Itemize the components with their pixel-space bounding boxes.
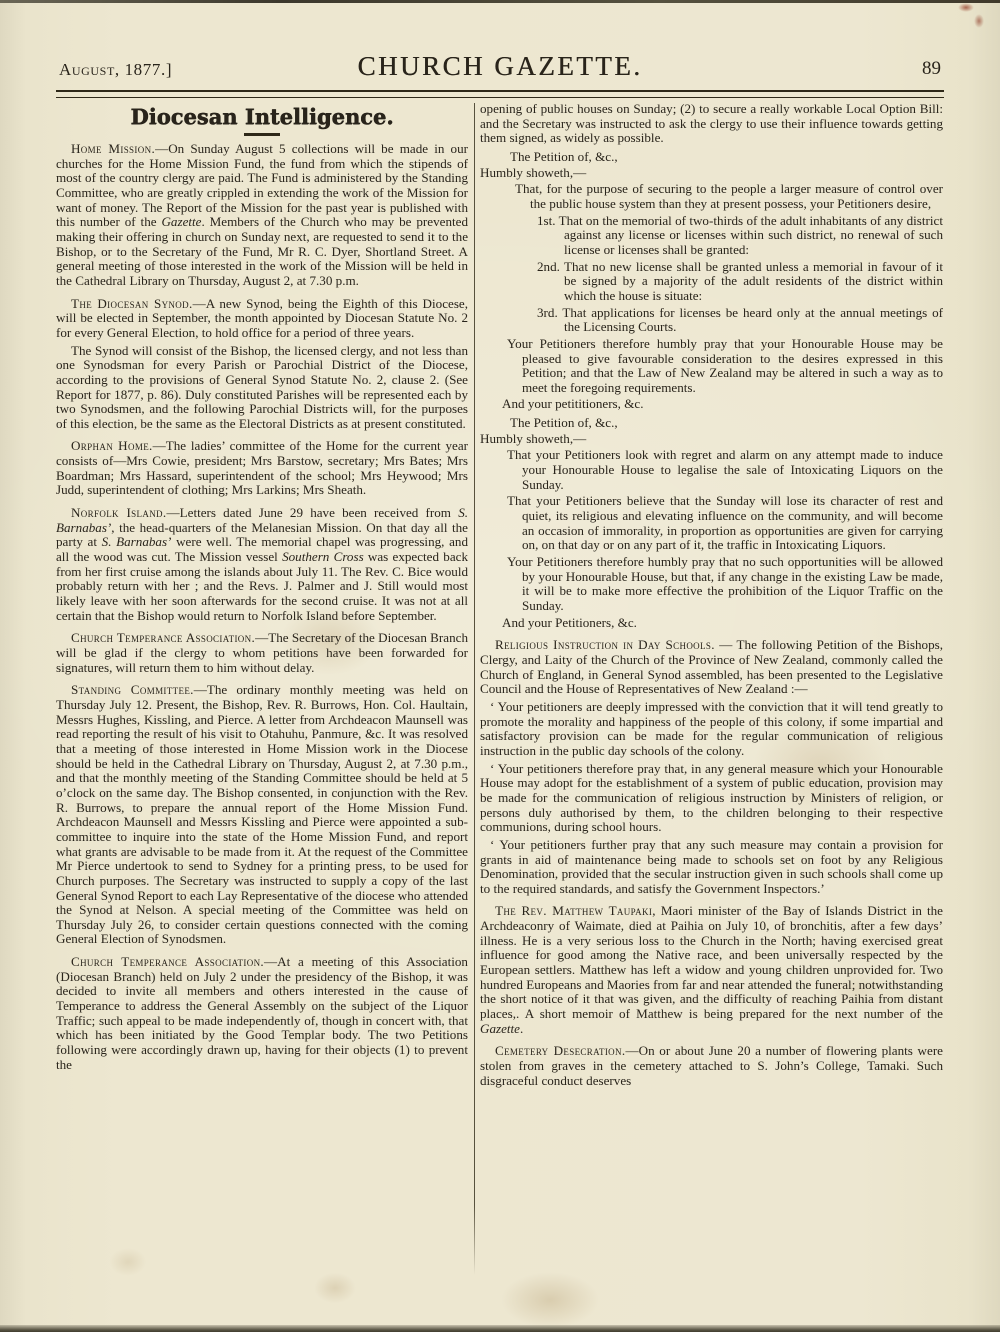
petition2-closing: And your Petitioners, &c. [502, 614, 637, 630]
left-column [56, 101, 468, 1072]
article-cemetery-desecration [480, 1044, 943, 1088]
page-body [56, 101, 944, 1275]
article-home-mission [56, 142, 468, 289]
page-number: 89 [922, 58, 941, 79]
quote-paragraph-2: ‘ Your petitioners therefore pray that, in any general measure which your Honourable House may adopt for the establishment of a system of public education, provision may be made for the communication of religious instruction by Ministers of religion, or persons duly authorised by them, to the children belonging to their respective communions, during school hours. [480, 760, 943, 835]
petition1-prayer: Your Petitioners therefore humbly pray that your Honourable House may be pleased to give favourable consideration to the desires expressed in this Petition; and that the Law of New Zealand may be altered in such a way as to meet the foregoing requirements. [507, 335, 943, 395]
section-head: Standing Committee. [71, 682, 194, 698]
diocesan-intelligence-title: Diocesan Intelligence. [130, 104, 394, 129]
continuation-paragraph: opening of public houses on Sunday; (2) to secure a really workable Local Option Bill: and the Secretary was instructed to ask the clergy to use their influence towards getting them signed, as widely as possible. [480, 101, 943, 146]
section-body: —At a meeting of this Association (Diocesan Branch) held on July 2 under the presidency of the Bishop, it was decided to invite all members and others interested in the cause of Temperance to address the General Assembly on the subject of the Liquor Traffic; such appeal to be made independently of, though in concert with, that which has been initiated by the Good Templar body. The two Petitions following were accordingly drawn up, having for their objects (1) to prevent the [56, 954, 468, 1072]
page-top-edge [0, 0, 1000, 3]
section-body: — The following Petition of the Bishops, Clergy, and Laity of the Church of the Province of New Zealand, commonly called the Church of England, in General Synod assembled, has been presented to the Legislative Council and the House of Representatives of New Zealand :— [480, 637, 943, 697]
ink-stain [974, 14, 984, 28]
section-body: —A new Synod, being the Eighth of this Diocese, will be elected in September, the month appointed by Diocesan Statute No. 2 for every General Election, to hold office for a period of three years. [56, 295, 468, 340]
quote-paragraph-3: ‘ Your petitioners further pray that any such measure may contain a provision for grants in aid of maintenance being made to schools set on foot by any Religious Denomination, provided that the secular instruction given in such schools shall come up to the required standards, and satisfy the Government Inspectors.’ [480, 836, 943, 896]
article-church-temperance-2 [56, 955, 468, 1072]
petition1-preamble: That, for the purpose of securing to the people a larger measure of control over the public house system than they at present possess, your Petitioners desire, [515, 181, 943, 211]
section-head: The Rev. Matthew Taupaki, [495, 903, 656, 919]
section-body: —The ladies’ committee of the Home for the current year consists of—Mrs Cowie, president; Mrs Barstow, secretary; Mrs Bates; Mrs Boardman; Mrs Hassard, superintendent of the school; Mrs Heywood; Mrs Judd, superintendent of clothing; Mrs Larkins; Mrs Sheath. [56, 438, 468, 498]
article-taupaki-obituary [480, 904, 943, 1036]
section-head: Church Temperance Association. [71, 954, 265, 970]
section-body: The Synod will consist of the Bishop, the licensed clergy, and not less than one Synodsman for every Parish or Parochial District of the Diocese, according to the provisions of General Synod Statute No. 2, clause 2. (See Report for 1877, p. 86). Duly constituted Parishes will be represented each by two Synodsmen, and the following Parochial Districts will, for the purposes of this election, be the same as the Electoral Districts as at present constituted. [56, 342, 468, 431]
gazette-title: CHURCH GAZETTE. [357, 51, 643, 81]
article-orphan-home [56, 439, 468, 498]
section-head: Cemetery Desecration. [495, 1043, 626, 1059]
title-rule [244, 133, 280, 136]
section-head: Religious Instruction in Day Schools. [495, 637, 715, 653]
section-head: Church Temperance Association. [71, 630, 256, 646]
petition1-item-3: 3rd. That applications for licenses be heard only at the annual meetings of the Licensing Courts. [537, 304, 943, 335]
section-body: Maori minister of the Bay of Islands District in the Archdeaconry of Waimate, died at Paihia on July 10, of bronchitis, after a few days’ illness. He is a very serious loss to the Church in the North; having exercised great influence for good among the Native race, and been universally respected by the European settlers. Matthew has left a widow and young children unprovided for. Two hundred Europeans and Maories from far and near attended the funeral; notwithstanding the short notice of it that was given, and the difficulty of reaching Paihia from distant places,. A short memoir of Matthew is being prepared for the next number of the Gazette. [480, 903, 943, 1036]
ink-stain [958, 3, 974, 12]
article-diocesan-synod-2 [56, 344, 468, 432]
section-head: Orphan Home. [71, 438, 153, 454]
page-bottom-edge [0, 1325, 1000, 1332]
column-divider [474, 103, 475, 1275]
header-rule [56, 90, 944, 98]
masthead [57, 50, 943, 82]
section-body: —On Sunday August 5 collections will be made in our churches for the Home Mission Fund, the fund from which the stipends of most of the country clergy are paid. The Fund is administered by the Standing Committee, who are greatly crippled in extending the work of the Mission for want of money. The Report of the Mission for the past year is published with this number of the Gazette. Members of the Church who may be prevented making their offering in church on Sunday next, are requested to send it to the Bishop, or to the Secretary of the Fund, Mr R. C. Dyer, Shortland Street. A general meeting of those interested in the work of the Mission will be held in the Cathedral Library on Thursday, August 2, at 7.30 p.m. [56, 141, 469, 288]
petition2-title: The Petition of, &c., [510, 415, 618, 431]
right-column [480, 101, 943, 1088]
petition1-closing: And your petititioners, &c. [502, 396, 644, 412]
section-head: The Diocesan Synod. [71, 295, 193, 311]
article-religious-instruction [480, 638, 943, 697]
section-head: Norfolk Island. [71, 505, 167, 521]
petition1-item-1: 1st. That on the memorial of two-thirds of the adult inhabitants of any district against any license or licenses within such district, no renewal of such license or licenses shall be granted: [537, 212, 943, 257]
petition2-clause-1: That your Petitioners look with regret and alarm on any attempt made to induce your Honourable House to legalise the sale of Intoxicating Liquors on the Sunday. [507, 447, 943, 492]
petition2-prayer: Your Petitioners therefore humbly pray that no such opportunities will be allowed by your Honourable House, but that, if any change in the existing Law be made, it will be to make more effective the prohibition of the Liquor Traffic on the Sunday. [507, 554, 943, 613]
article-standing-committee [56, 683, 468, 947]
article-norfolk-island [56, 506, 468, 623]
issue-date: August, 1877.] [59, 60, 173, 79]
article-church-temperance-1 [56, 631, 468, 675]
petition2-showeth: Humbly showeth,— [480, 430, 587, 446]
petition1-title: The Petition of, &c., [510, 148, 618, 164]
quote-paragraph-1: ‘ Your petitioners are deeply impressed with the conviction that it will tend greatly to promote the morality and happiness of the people of this colony, if some impartial and satisfactory provision can be made for the regular communication of religious instruction in the public day schools of the colony. [480, 698, 943, 758]
section-body: —The Secretary of the Diocesan Branch will be glad if the clergy to whom petitions have been forwarded for signatures, will return them to him without delay. [56, 630, 468, 675]
section-body: —Letters dated June 29 have been received from S. Barnabas’, the head-quarters of the Melanesian Mission. On that day all the party at S. Barnabas’ were well. The memorial chapel was progressing, and all the wood was cut. The Mission vessel Southern Cross was expected back from her first cruise among the islands about July 11. The Rev. C. Bice would probably return with her ; and the Revs. J. Palmer and J. Still would most likely leave with her soon afterwards for the second cruise. It was not at all certain that the Bishop would return to Norfolk Island before September. [56, 505, 469, 623]
section-body: —On or about June 20 a number of flowering plants were stolen from graves in the cemetery attached to S. John’s College, Tamaki. Such disgraceful conduct deserves [480, 1043, 943, 1088]
article-diocesan-synod [56, 297, 468, 341]
petition1-item-2: 2nd. That no new license shall be granted unless a memorial in favour of it be signed by a majority of the adult residents of the district within which the house is situate: [537, 258, 943, 303]
section-head: Home Mission. [71, 141, 156, 156]
petition1-showeth: Humbly showeth,— [480, 164, 587, 180]
petition2-clause-2: That your Petitioners believe that the Sunday will lose its character of rest and quiet, its religious and elevating influence on the community, and will become an occasion of immorality, in proportion as opportunities are given for carrying on, on that day or on any part of it, the traffic in Intoxicating Liquors. [507, 493, 943, 553]
section-body: —The ordinary monthly meeting was held on Thursday July 12. Present, the Bishop, Rev. R. Burrows, Hon. Col. Haultain, Messrs Hughes, Kissling, and Pierce. A letter from Archdeacon Maunsell was read reporting the result of his visit to Otahuhu, Panmure, &c. It was resolved that a meeting of those interested in Home Mission work in the Diocese should be held in the Cathedral Library on Thursday, August 2, at 7.30 p.m., and that the monthly meeting of the Standing Committee should be held at 5 o’clock on the same day. The Bishop consented, in conjunction with the Rev. R. Burrows, to prepare the annual report of the Home Mission Fund. Archdeacon Maunsell and Messrs Kissling and Pierce were appointed a sub-committee to inquire into the state of the Home Mission Fund, and report what grants are advisable to be made from it. At the request of the Committee Mr Pierce undertook to send to Sydney for a printing press, to be used for Church purposes. The Secretary was instructed to supply a copy of the last General Synod Report to each Lay Representative of the diocese who attended the Synod at Nelson. A special meeting of the Committee was held on Thursday July 26, to consider certain questions connected with the coming General Election of Synodsmen. [56, 682, 468, 947]
